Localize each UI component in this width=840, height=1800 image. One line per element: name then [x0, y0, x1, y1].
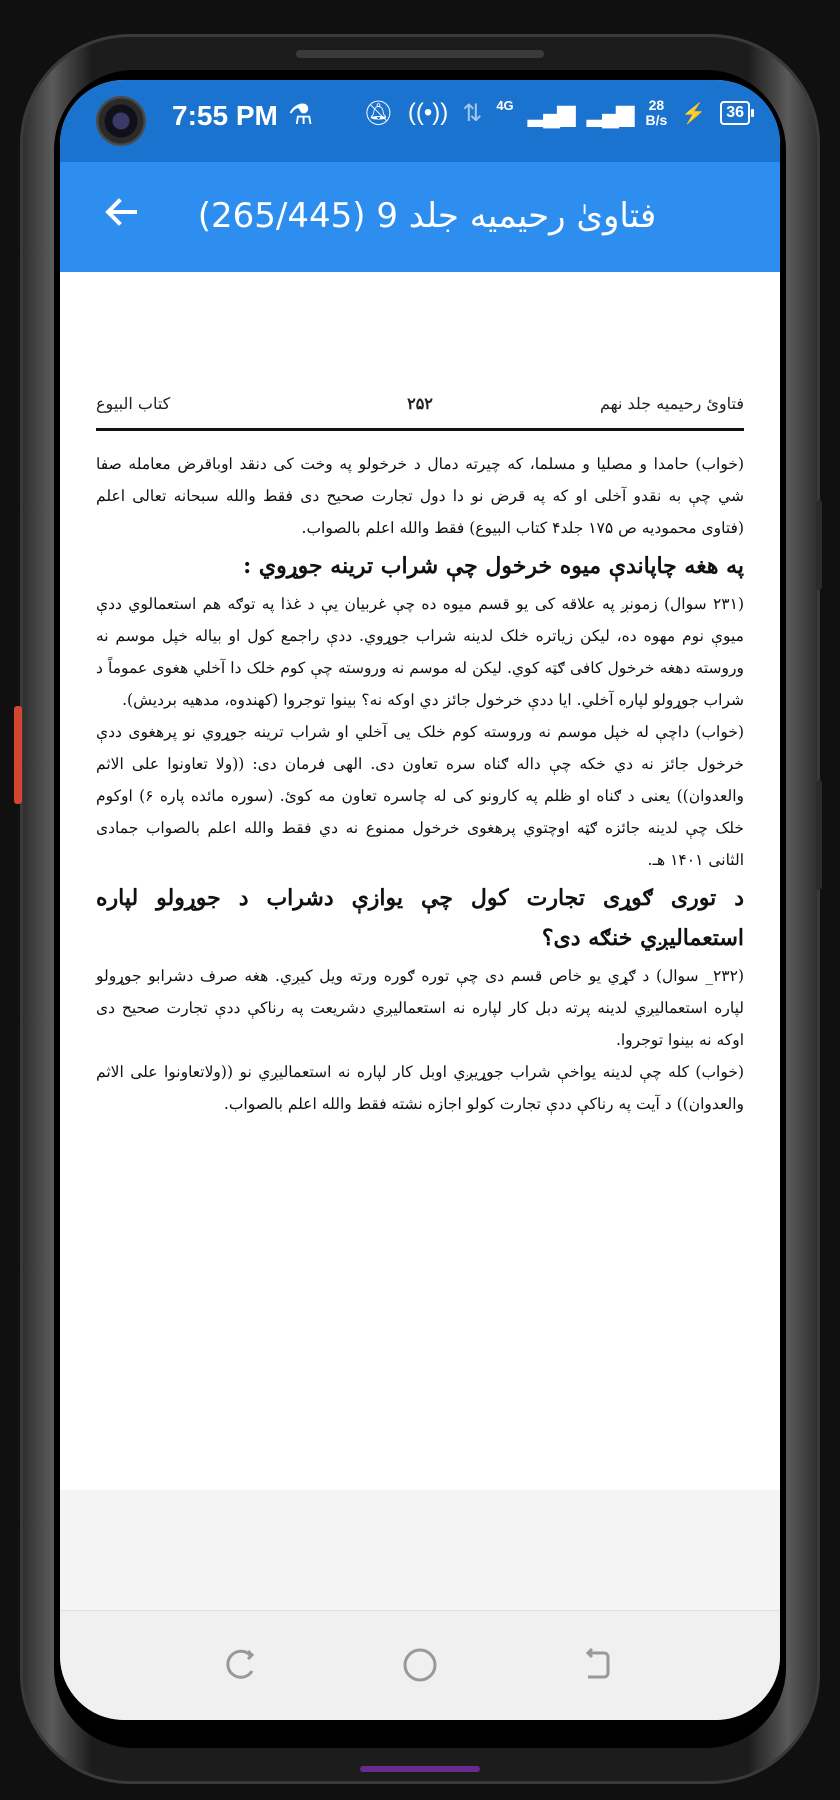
volume-up-button [816, 500, 822, 590]
front-camera [96, 96, 146, 146]
section-heading-1: په هغه چاپاندې میوه خرخول چې شراب ترینه جوړوي : [243, 553, 744, 579]
network-speed [646, 98, 668, 128]
mute-bell-icon: 🔕︎ [363, 99, 394, 127]
header-page-number: ۲۵۲ [407, 394, 433, 413]
bottom-accent [360, 1766, 480, 1772]
page-body [96, 448, 744, 1120]
screen [60, 80, 780, 1720]
app-bar [60, 162, 780, 272]
header-book-title: فتاوئ رحیمیه جلد نهم [599, 394, 744, 413]
answer-paragraph-1: (خواب) حامدا و مصلیا و مسلما، که چیرته دمال د خرخولو په وخت کی دنقد اوباقرض معامله صفا شي چې به نقدو آخلی او که په قرض نو دا دول تجارت صحیح دی فقط والله سبحانه تعالی اعلم (فتاوی محمودیه ص ۱۷۵ جلد۴ کتاب البیوع) فقط والله اعلم بالصواب. [96, 455, 744, 537]
earpiece [296, 50, 544, 58]
flask-icon: ⚗ [288, 98, 314, 131]
answer-paragraph-231: (خواب) داچې له خپل موسم نه وروسته کوم خلک یی آخلي او شراب ترینه جوړوي نو پرهغوی ددې خرخول جائز نه دي خکه چې داله ګناه سره تعاون دی. الهی فرمان دی: ((ولا تعاونوا علی الاثم والعدوان)) یعنی د ګناه او ظلم په کارونو کی له چاسره تعاون مه کوئ. (سوره مائده پاره ۶) اوکوم خلک چې لدینه جائزه ګټه اوچتوي پرهغوی خرخول ممنوع نه دي فقط والله اعلم بالصواب جمادی الثانی ۱۴۰۱ هـ. [96, 723, 745, 869]
page-title: فتاویٰ رحیمیه جلد 9 (265/445) [197, 196, 657, 236]
answer-paragraph-232: (خواب) کله چې لدینه یواخې شراب جوړیږي اوبل کار لپاره نه استعمالیږي نو ((ولاتعاونوا علی الاثم والعدوان)) د آیت په رناکې ددې تجارت کولو اجازه نشته فقط والله اعلم بالصواب. [96, 1063, 744, 1113]
recent-apps-button[interactable] [214, 1637, 270, 1693]
hotspot-icon: ((•)) [407, 99, 449, 126]
signal-icon: ▂▄▆ [527, 99, 573, 127]
question-paragraph-231: (۲۳۱ سوال) زمونږ په علاقه کی یو قسم میوه ده چې غربیان یې د غذا په توګه هم استعمالوي ددې میوې نوم مهوه ده، لیکن زیاتره خلک لدینه شراب جوړوي. ددې راجمع کول او بیاله خپل موسم نه وروسته دهغه خرخول کافی ګټه کوي. لیکن له موسم نه وروسته چې کوم خلک دا آخلي هغوی عموماً د شراب جوړولو لپاره آخلي. ایا ددې خرخول جائز دي اوکه نه؟ بینوا توجروا (کهندوه، مدهیه بردیش). [96, 595, 744, 709]
header-chapter: کتاب البیوع [96, 394, 171, 413]
charging-icon: ⚡ [681, 102, 707, 125]
speed-unit: B/s [645, 112, 668, 128]
status-bar [60, 80, 780, 162]
home-button[interactable] [392, 1637, 448, 1693]
network-type: 4G [496, 98, 514, 113]
data-arrows-icon: ⇅ [462, 99, 483, 127]
back-arrow-svg [101, 192, 141, 232]
header-rule [96, 428, 744, 431]
system-navigation-bar [60, 1610, 780, 1720]
back-arrow-icon[interactable] [96, 192, 146, 242]
speed-value: 28 [648, 97, 665, 113]
status-time: 7:55 PM [172, 100, 278, 131]
page-header [96, 394, 744, 422]
page-gap [60, 1490, 780, 1610]
recent-apps-icon [214, 1637, 270, 1693]
home-icon [392, 1637, 448, 1693]
signal-icon-2: ▂▄▆ [586, 99, 632, 127]
status-icons [363, 98, 750, 128]
volume-down-button [816, 780, 822, 890]
battery-indicator: 36 [720, 101, 750, 125]
back-nav-icon [570, 1637, 626, 1693]
power-button [14, 706, 22, 804]
back-button[interactable] [570, 1637, 626, 1693]
question-paragraph-232: (۲۳۲_ سوال) د ګړي یو خاص قسم دی چې توره ګوره ورته ویل کیږي. هغه صرف دشرابو جوړولو لپاره استعمالیږي لدینه پرته دبل کار لپاره نه استعمالیږي دشریعت په رناکې ددې تجارت صحیح دی اوکه نه بینوا توجروا. [96, 967, 744, 1049]
document-page[interactable] [60, 272, 780, 1490]
section-heading-2: د توری ګوړی تجارت کول چې یوازې دشراب د جوړولو لپاره استعمالیږي خنګه دی؟ [96, 885, 744, 951]
